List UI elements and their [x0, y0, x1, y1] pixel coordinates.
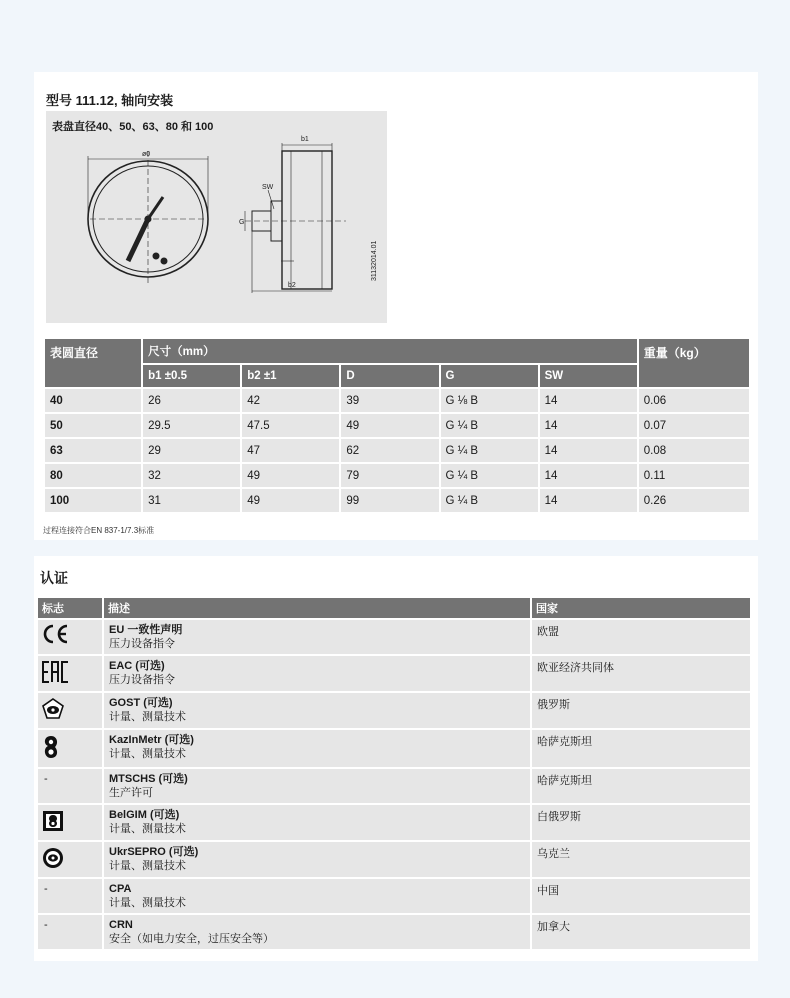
certifications-panel: [34, 556, 758, 961]
cell: G ⅛ B: [441, 389, 538, 412]
cert-name: EU 一致性声明: [109, 624, 183, 636]
cell: 49: [242, 464, 339, 487]
table-row: [38, 805, 750, 840]
gauge-drawing-svg: [46, 111, 387, 323]
cell: 49: [242, 489, 339, 512]
table-row: [38, 842, 750, 877]
cert-country: 欧盟: [532, 620, 750, 654]
cell: 0.06: [639, 389, 749, 412]
cell: 31: [143, 489, 240, 512]
cert-name: BelGIM (可选): [109, 809, 180, 821]
label-b2: b2: [288, 282, 296, 289]
cell: 79: [341, 464, 438, 487]
cert-sub: 计量、测量技术: [109, 748, 186, 760]
col-country: 国家: [532, 598, 750, 618]
table-row: [38, 730, 750, 767]
cell: 32: [143, 464, 240, 487]
table-row: [38, 656, 750, 691]
cell: 49: [341, 414, 438, 437]
table-row: [38, 693, 750, 728]
cert-sub: 计量、测量技术: [109, 823, 186, 835]
col-b2: b2 ±1: [242, 365, 339, 387]
col-dimensions: 尺寸（mm）: [143, 339, 637, 363]
cert-sub: 计量、测量技术: [109, 711, 186, 723]
cell: G ¼ B: [441, 414, 538, 437]
cert-name: CRN: [109, 919, 133, 931]
logo-dash: -: [44, 883, 48, 895]
col-weight: 重量（kg）: [639, 339, 749, 387]
cell: 0.26: [639, 489, 749, 512]
cert-sub: 生产许可: [109, 787, 153, 799]
kazinmetr-mark-icon: [41, 734, 61, 760]
cell: 63: [45, 439, 141, 462]
cell: 39: [341, 389, 438, 412]
cert-country: 哈萨克斯坦: [532, 769, 750, 803]
cert-title: 认证: [40, 570, 68, 586]
cert-name: EAC (可选): [109, 660, 165, 672]
cert-country: 加拿大: [532, 915, 750, 949]
cell: 14: [540, 439, 637, 462]
cell: 100: [45, 489, 141, 512]
logo-dash: -: [44, 773, 48, 785]
cert-country: 欧亚经济共同体: [532, 656, 750, 691]
cert-name: CPA: [109, 883, 132, 895]
cert-country: 哈萨克斯坦: [532, 730, 750, 767]
label-sw: SW: [262, 184, 274, 191]
cell: 99: [341, 489, 438, 512]
col-sw: SW: [540, 365, 637, 387]
cert-sub: 压力设备指令: [109, 674, 175, 686]
cell: 14: [540, 464, 637, 487]
cell: G ¼ B: [441, 439, 538, 462]
table-row: [45, 489, 749, 512]
table-row: [38, 879, 750, 913]
label-g: G: [239, 219, 245, 226]
cell: 0.07: [639, 414, 749, 437]
label-d: ø0: [142, 151, 151, 158]
table-row: [38, 620, 750, 654]
cell: 80: [45, 464, 141, 487]
gost-mark-icon: [41, 697, 65, 721]
ukrsepro-mark-icon: [41, 846, 65, 870]
dimensions-table: [43, 337, 751, 514]
cell: 40: [45, 389, 141, 412]
cert-name: GOST (可选): [109, 697, 173, 709]
cell: 14: [540, 489, 637, 512]
dimensions-panel: [34, 72, 758, 540]
cell: 14: [540, 389, 637, 412]
cell: 0.08: [639, 439, 749, 462]
footnote: 过程连接符合EN 837-1/7.3标准: [43, 526, 155, 535]
cert-name: MTSCHS (可选): [109, 773, 188, 785]
eac-mark-icon: [41, 660, 71, 684]
cert-country: 中国: [532, 879, 750, 913]
ce-mark-icon: [41, 624, 71, 644]
table-row: [38, 769, 750, 803]
col-dial-diameter: 表圆直径: [45, 339, 141, 387]
cert-country: 俄罗斯: [532, 693, 750, 728]
table-row: [45, 439, 749, 462]
table-row: [45, 464, 749, 487]
col-d: D: [341, 365, 438, 387]
cell: 47: [242, 439, 339, 462]
belgim-mark-icon: [41, 809, 65, 833]
col-logo: 标志: [38, 598, 102, 618]
cert-name: KazInMetr (可选): [109, 734, 194, 746]
cell: 47.5: [242, 414, 339, 437]
cert-sub: 计量、测量技术: [109, 897, 186, 909]
cert-sub: 压力设备指令: [109, 638, 175, 650]
logo-dash: -: [44, 919, 48, 931]
drawing-caption: 表盘直径40、50、63、80 和 100: [52, 121, 214, 133]
cert-country: 乌克兰: [532, 842, 750, 877]
table-row: [45, 414, 749, 437]
cell: 14: [540, 414, 637, 437]
cell: G ¼ B: [441, 464, 538, 487]
cert-name: UkrSEPRO (可选): [109, 846, 199, 858]
cert-sub: 安全（如电力安全，过压安全等）: [109, 933, 274, 945]
certifications-table: [36, 596, 752, 951]
cell: 62: [341, 439, 438, 462]
cell: G ¼ B: [441, 489, 538, 512]
drawing-code: 31132014.01: [371, 240, 378, 281]
cell: 26: [143, 389, 240, 412]
table-row: [45, 389, 749, 412]
col-b1: b1 ±0.5: [143, 365, 240, 387]
cell: 42: [242, 389, 339, 412]
cell: 0.11: [639, 464, 749, 487]
cell: 29.5: [143, 414, 240, 437]
col-description: 描述: [104, 598, 530, 618]
col-g: G: [441, 365, 538, 387]
technical-drawing: [46, 111, 387, 323]
label-b1: b1: [301, 136, 309, 143]
cell: 29: [143, 439, 240, 462]
model-title: 型号 111.12, 轴向安装: [46, 93, 174, 108]
cell: 50: [45, 414, 141, 437]
cert-sub: 计量、测量技术: [109, 860, 186, 872]
table-row: [38, 915, 750, 949]
cert-country: 白俄罗斯: [532, 805, 750, 840]
